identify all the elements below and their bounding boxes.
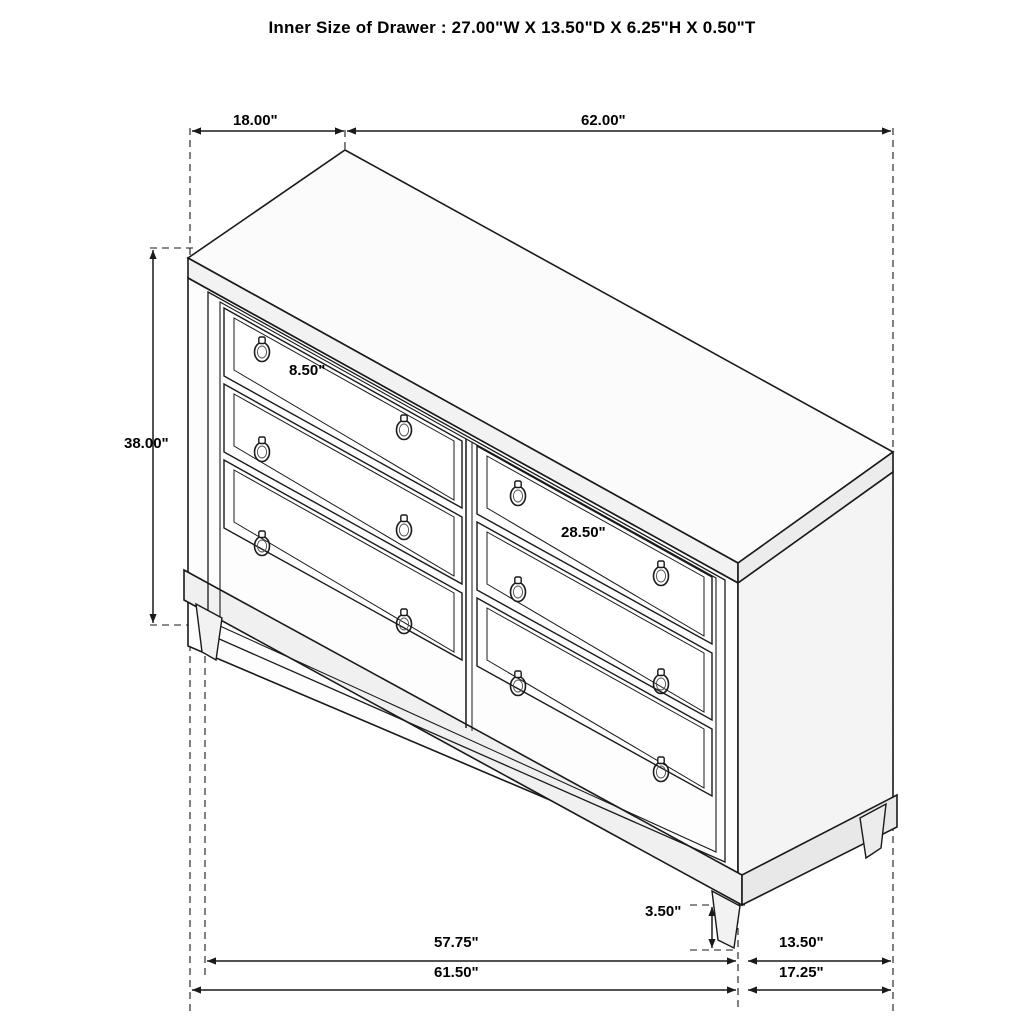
case-depth-label: 13.50" xyxy=(779,934,824,951)
case-width-label: 57.75" xyxy=(434,934,479,951)
drawer-width-label: 28.50" xyxy=(561,524,606,541)
leg-height-label: 3.50" xyxy=(645,903,682,920)
dresser-outline xyxy=(184,150,897,948)
top-dimension-arrows xyxy=(192,127,891,134)
top-depth-label: 18.00" xyxy=(233,112,278,129)
top-width-label: 62.00" xyxy=(581,112,626,129)
base-width-label: 61.50" xyxy=(434,964,479,981)
drawer-height-label: 8.50" xyxy=(289,362,326,379)
page-title: Inner Size of Drawer : 27.00"W X 13.50"D X 6.25"H X 0.50"T xyxy=(268,18,756,37)
base-depth-label: 17.25" xyxy=(779,964,824,981)
overall-height-label: 38.00" xyxy=(124,435,169,452)
